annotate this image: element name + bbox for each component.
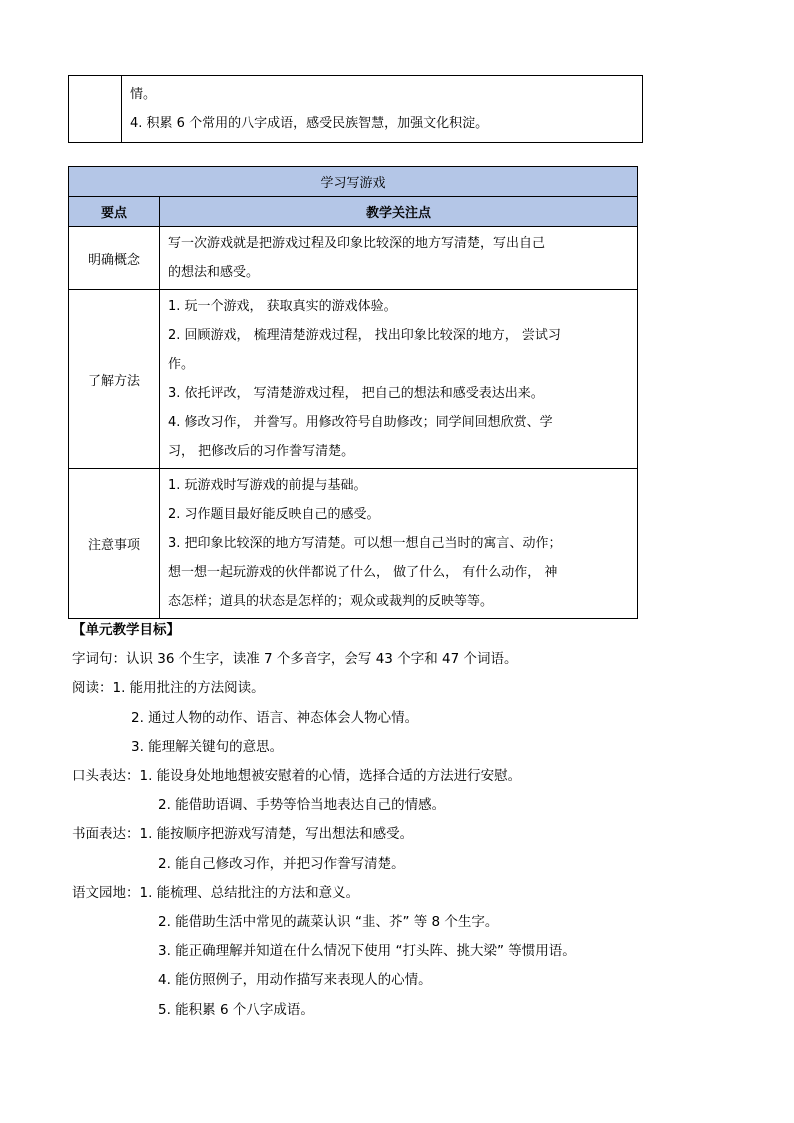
unit-goals [72,616,576,1025]
goal-line: 2. 通过人物的动作、语言、神态体会人物心情。 [131,709,419,726]
goal-line: 2. 能借助生活中常见的蔬菜认识 “韭、芥” 等 8 个生字。 [158,914,499,931]
goal-line: 口头表达：1. 能设身处地地想被安慰着的心情，选择合适的方法进行安慰。 [72,768,522,785]
row-content [160,290,638,469]
goal-line: 5. 能积累 6 个八字成语。 [158,1001,314,1018]
goal-line: 4. 能仿照例子，用动作描写来表现人的心情。 [158,972,432,989]
goal-line: 3. 能正确理解并知道在什么情况下使用 “打头阵、挑大梁” 等惯用语。 [158,943,576,960]
row-line: 习， 把修改后的习作誊写清楚。 [168,444,355,459]
row-line: 1. 玩一个游戏， 获取真实的游戏体验。 [168,299,397,314]
goal-line: 书面表达：1. 能按顺序把游戏写清楚，写出想法和感受。 [72,826,414,843]
game-table [68,166,638,619]
row-line: 3. 依托评改， 写清楚游戏过程， 把自己的想法和感受表达出来。 [168,386,544,401]
row-label: 了解方法 [69,290,160,469]
row-line: 1. 玩游戏时写游戏的前提与基础。 [168,478,367,493]
game-table-title: 学习写游戏 [69,167,638,197]
top-table-label-cell [69,76,122,143]
row-content [160,469,638,619]
goal-line: 字词句：认识 36 个生字，读准 7 个多音字，会写 43 个字和 47 个词语。 [72,651,518,668]
goal-line: 阅读：1. 能用批注的方法阅读。 [72,680,265,697]
goal-line: 2. 能借助语调、手势等恰当地表达自己的情感。 [158,797,446,814]
row-line: 3. 把印象比较深的地方写清楚。可以想一想自己当时的寓言、动作； [168,536,562,551]
row-line: 态怎样；道具的状态是怎样的；观众或裁判的反映等等。 [168,594,494,609]
goals-heading: 【单元教学目标】 [72,622,180,638]
goal-line: 2. 能自己修改习作，并把习作誊写清楚。 [158,855,405,872]
row-label: 注意事项 [69,469,160,619]
row-line: 想一想一起玩游戏的伙伴都说了什么， 做了什么， 有什么动作， 神 [168,565,558,580]
table-row [69,469,638,619]
row-line: 作。 [168,357,195,372]
top-table-content-cell [122,76,643,143]
row-line: 2. 习作题目最好能反映自己的感受。 [168,507,380,522]
goal-line: 3. 能理解关键句的意思。 [131,738,284,755]
row-line: 的想法和感受。 [168,265,260,280]
game-table-col1-header: 要点 [69,197,160,227]
goal-line: 语文园地：1. 能梳理、总结批注的方法和意义。 [72,884,360,901]
row-line: 写一次游戏就是把游戏过程及印象比较深的地方写清楚，写出自己 [168,236,546,251]
top-table-line: 情。 [130,87,157,102]
game-table-col2-header: 教学关注点 [160,197,638,227]
top-table-line: 4. 积累 6 个常用的八字成语，感受民族智慧，加强文化积淀。 [130,116,489,131]
row-label: 明确概念 [69,227,160,290]
table-row [69,290,638,469]
row-line: 4. 修改习作， 并誊写。用修改符号自助修改；同学间回想欣赏、学 [168,415,553,430]
table-row [69,227,638,290]
row-line: 2. 回顾游戏， 梳理清楚游戏过程， 找出印象比较深的地方， 尝试习 [168,328,561,343]
row-content [160,227,638,290]
top-table [68,75,643,143]
